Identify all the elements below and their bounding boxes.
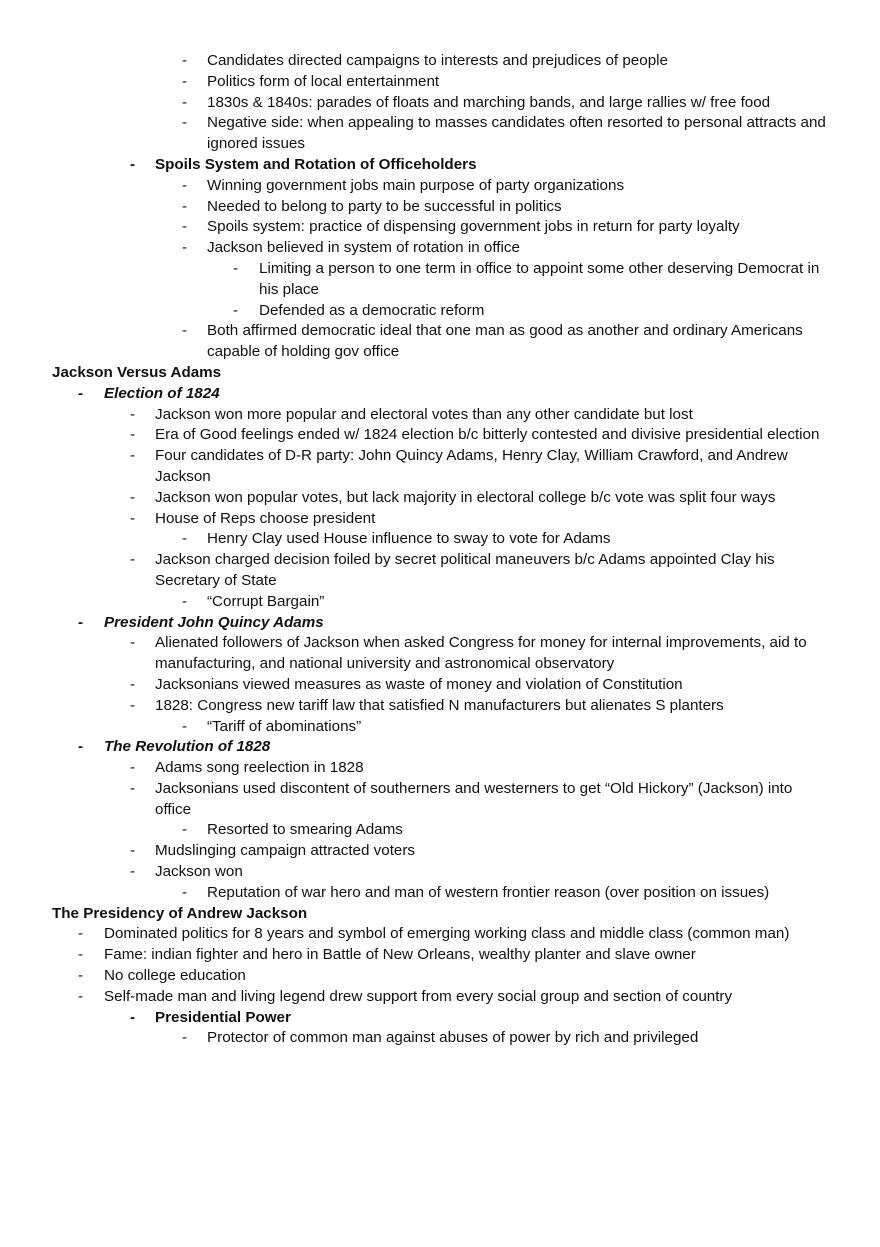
section-heading <box>0 904 832 925</box>
list-item <box>0 862 832 883</box>
bullet-dash: - <box>78 738 84 756</box>
bullet-dash: - <box>78 987 84 1005</box>
bullet-dash: - <box>182 322 188 340</box>
list-item <box>0 550 832 592</box>
item-text: Era of Good feelings ended w/ 1824 election b/c bitterly contested and divisive presidential election <box>155 426 820 444</box>
list-item <box>0 176 832 197</box>
bullet-dash: - <box>182 176 188 194</box>
item-text: Four candidates of D-R party: John Quincy Adams, Henry Clay, William Crawford, and Andrew Jackson <box>155 447 788 485</box>
item-text: Fame: indian fighter and hero in Battle of New Orleans, wealthy planter and slave owner <box>104 946 696 964</box>
bullet-dash: - <box>130 779 136 797</box>
item-text: Politics form of local entertainment <box>207 72 440 90</box>
list-item <box>0 717 832 738</box>
item-text: Henry Clay used House influence to sway to vote for Adams <box>207 530 611 548</box>
item-text: Both affirmed democratic ideal that one man as good as another and ordinary Americans capable of holding gov office <box>207 322 803 361</box>
item-text: Mudslinging campaign attracted voters <box>155 842 416 860</box>
bullet-dash: - <box>182 218 188 236</box>
list-item <box>0 259 832 301</box>
bullet-dash: - <box>130 426 136 444</box>
list-item <box>0 51 832 72</box>
bullet-dash: - <box>130 447 136 465</box>
subheading-item <box>0 1008 832 1029</box>
list-item <box>0 217 832 238</box>
bullet-dash: - <box>182 114 188 132</box>
item-text: 1828: Congress new tariff law that satisfied N manufacturers but alienates S planters <box>155 696 724 714</box>
item-text: Jackson Versus Adams <box>52 363 222 381</box>
bullet-dash: - <box>130 509 136 527</box>
item-text: Resorted to smearing Adams <box>207 821 403 839</box>
bullet-dash: - <box>182 592 188 610</box>
list-item <box>0 633 832 675</box>
item-text: Negative side: when appealing to masses candidates often resorted to personal attracts and ignored issues <box>207 114 826 153</box>
list-item <box>0 72 832 93</box>
bullet-dash: - <box>130 634 136 652</box>
list-item <box>0 675 832 696</box>
bullet-dash: - <box>78 613 84 631</box>
item-text: Limiting a person to one term in office to appoint some other deserving Democrat in his place <box>259 259 820 298</box>
list-item <box>0 197 832 218</box>
item-text: The Revolution of 1828 <box>104 738 271 756</box>
bullet-dash: - <box>78 925 84 943</box>
item-text: Dominated politics for 8 years and symbol of emerging working class and middle class (common man) <box>104 925 790 943</box>
bullet-dash: - <box>182 883 188 901</box>
list-item <box>0 1028 832 1049</box>
bullet-dash: - <box>130 488 136 506</box>
bullet-dash: - <box>130 405 136 423</box>
bullet-dash: - <box>78 967 84 985</box>
item-text: Jackson believed in system of rotation in office <box>207 239 520 257</box>
section-heading <box>0 363 832 384</box>
list-item <box>0 238 832 259</box>
bullet-dash: - <box>233 301 239 319</box>
bullet-dash: - <box>182 1029 188 1047</box>
item-text: The Presidency of Andrew Jackson <box>52 904 308 922</box>
item-text: Spoils system: practice of dispensing government jobs in return for party loyalty <box>207 218 740 236</box>
subheading-item <box>0 737 832 758</box>
list-item <box>0 779 832 821</box>
item-text: Election of 1824 <box>104 384 220 402</box>
bullet-dash: - <box>182 72 188 90</box>
bullet-dash: - <box>182 530 188 548</box>
list-item <box>0 405 832 426</box>
item-text: Reputation of war hero and man of western frontier reason (over position on issues) <box>207 883 770 901</box>
bullet-dash: - <box>130 759 136 777</box>
item-text: Defended as a democratic reform <box>259 301 485 319</box>
item-text: Jackson charged decision foiled by secret political maneuvers b/c Adams appointed Clay his Secretary of State <box>155 551 775 589</box>
item-text: Adams song reelection in 1828 <box>155 759 364 777</box>
bullet-dash: - <box>130 551 136 569</box>
item-text: “Tariff of abominations” <box>207 717 362 735</box>
bullet-dash: - <box>182 717 188 735</box>
item-text: Jacksonians used discontent of southerners and westerners to get “Old Hickory” (Jackson) into office <box>155 779 793 818</box>
item-text: Jackson won more popular and electoral votes than any other candidate but lost <box>155 405 693 423</box>
document-page <box>0 51 880 1049</box>
subheading-item <box>0 155 832 176</box>
list-item <box>0 113 832 155</box>
list-item <box>0 301 832 322</box>
item-text: Needed to belong to party to be successful in politics <box>207 197 562 215</box>
list-item <box>0 987 832 1008</box>
list-item <box>0 966 832 987</box>
bullet-dash: - <box>130 155 136 173</box>
list-item <box>0 758 832 779</box>
item-text: Jacksonians viewed measures as waste of money and violation of Constitution <box>155 675 683 693</box>
item-text: Self-made man and living legend drew support from every social group and section of country <box>104 987 733 1005</box>
bullet-dash: - <box>78 946 84 964</box>
bullet-dash: - <box>182 52 188 69</box>
item-text: No college education <box>104 967 246 985</box>
list-item <box>0 696 832 717</box>
list-item <box>0 924 832 945</box>
item-text: 1830s & 1840s: parades of floats and marching bands, and large rallies w/ free food <box>207 93 771 111</box>
item-text: Jackson won <box>155 863 243 881</box>
list-item <box>0 93 832 114</box>
list-item <box>0 529 832 550</box>
list-item <box>0 446 832 488</box>
item-text: President John Quincy Adams <box>104 613 324 631</box>
list-item <box>0 841 832 862</box>
list-item <box>0 945 832 966</box>
bullet-dash: - <box>182 821 188 839</box>
item-text: “Corrupt Bargain” <box>207 592 325 610</box>
bullet-dash: - <box>130 1008 136 1026</box>
list-item <box>0 425 832 446</box>
item-text: Jackson won popular votes, but lack majority in electoral college b/c vote was split four ways <box>155 488 776 506</box>
bullet-dash: - <box>182 197 188 215</box>
bullet-dash: - <box>130 842 136 860</box>
item-text: Presidential Power <box>155 1008 291 1026</box>
bullet-dash: - <box>130 863 136 881</box>
item-text: House of Reps choose president <box>155 509 376 527</box>
item-text: Alienated followers of Jackson when asked Congress for money for internal improvements, aid to manufacturing, and national university and astronomical observatory <box>155 634 807 673</box>
bullet-dash: - <box>130 675 136 693</box>
bullet-dash: - <box>78 384 84 402</box>
list-item <box>0 592 832 613</box>
list-item <box>0 488 832 509</box>
list-item <box>0 883 832 904</box>
list-item <box>0 321 832 363</box>
item-text: Candidates directed campaigns to interests and prejudices of people <box>207 52 668 69</box>
bullet-dash: - <box>182 93 188 111</box>
bullet-dash: - <box>233 259 239 277</box>
list-item <box>0 509 832 530</box>
item-text: Winning government jobs main purpose of party organizations <box>207 176 625 194</box>
bullet-dash: - <box>182 239 188 257</box>
list-item <box>0 820 832 841</box>
subheading-item <box>0 384 832 405</box>
bullet-dash: - <box>130 696 136 714</box>
subheading-item <box>0 613 832 634</box>
item-text: Protector of common man against abuses of power by rich and privileged <box>207 1029 699 1047</box>
item-text: Spoils System and Rotation of Officeholders <box>155 155 477 173</box>
